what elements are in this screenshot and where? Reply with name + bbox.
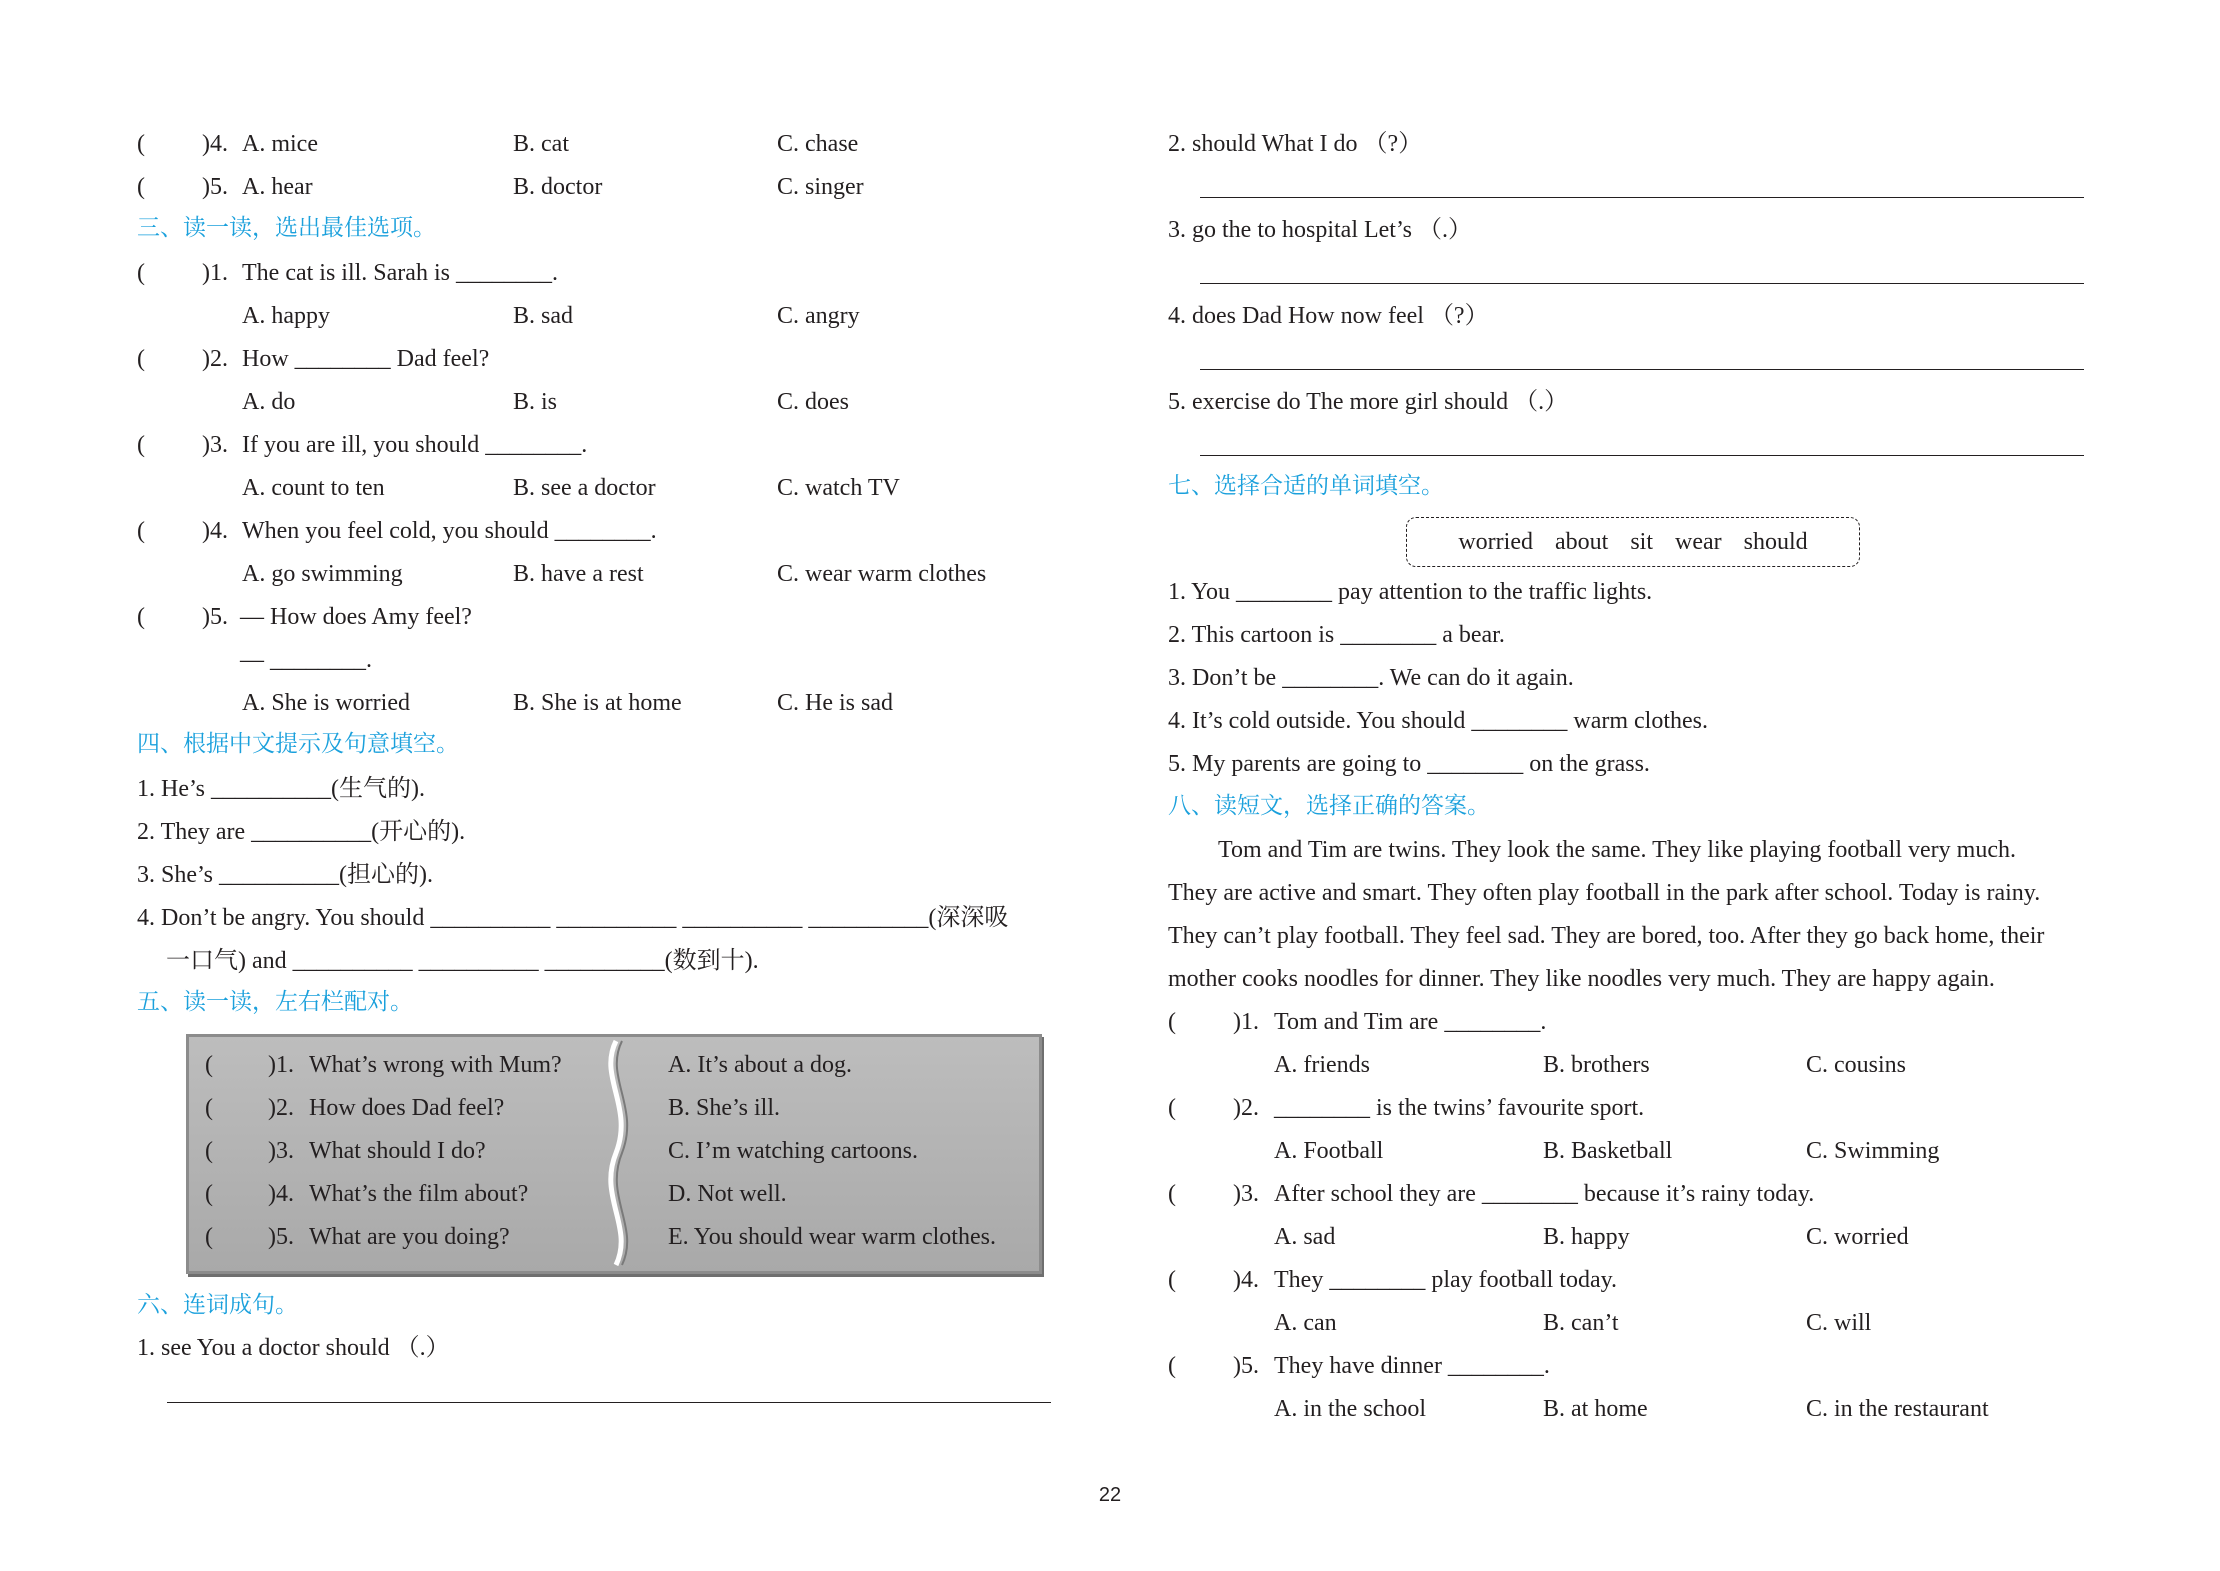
- section-5-title: 五、读一读，左右栏配对。: [137, 989, 413, 1015]
- match-question: How does Dad feel?: [309, 1095, 505, 1121]
- option-a: A. can: [1274, 1310, 1337, 1336]
- option-c: C. in the restaurant: [1806, 1396, 1989, 1422]
- fill-line: 5. My parents are going to ________ on the grass.: [1168, 751, 1650, 777]
- fill-line: 1. He’s __________(生气的).: [137, 776, 425, 802]
- page-number: 22: [1098, 1484, 1122, 1506]
- paren: (: [205, 1181, 213, 1207]
- answer-rule: [1200, 197, 2084, 198]
- word-order-question: 3. go the to hospital Let’s （.）: [1168, 217, 1472, 243]
- answer-rule: [1200, 283, 2084, 284]
- paren: (: [1168, 1009, 1176, 1035]
- paren: (: [205, 1224, 213, 1250]
- option-c: C. worried: [1806, 1224, 1909, 1250]
- option-a: A. mice: [242, 131, 318, 157]
- question-number: )2.: [268, 1095, 294, 1121]
- option-c: C. chase: [777, 131, 859, 157]
- option-c: C. does: [777, 389, 849, 415]
- option-b: B. is: [513, 389, 558, 415]
- option-a: A. count to ten: [242, 475, 385, 501]
- option-a: A. happy: [242, 303, 330, 329]
- question-number: )3.: [1233, 1181, 1259, 1207]
- answer-rule: [167, 1402, 1051, 1403]
- question-number: )5.: [1233, 1353, 1259, 1379]
- question-text: How ________ Dad feel?: [242, 346, 490, 372]
- paren: (: [1168, 1095, 1176, 1121]
- option-b: B. happy: [1543, 1224, 1630, 1250]
- paren: (: [1168, 1181, 1176, 1207]
- question-text: — How does Amy feel?: [240, 604, 472, 630]
- question-number: )3.: [268, 1138, 294, 1164]
- paren: (: [137, 174, 145, 200]
- answer-rule: [1200, 369, 2084, 370]
- passage-line: They can’t play football. They feel sad. They are bored, too. After they go back home, their: [1168, 923, 2045, 949]
- question-number: )2.: [202, 346, 228, 372]
- section-4-title: 四、根据中文提示及句意填空。: [137, 731, 459, 757]
- option-a: A. in the school: [1274, 1396, 1426, 1422]
- word-order-question: 5. exercise do The more girl should （.）: [1168, 389, 1569, 415]
- option-c: C. Swimming: [1806, 1138, 1940, 1164]
- question-text: They have dinner ________.: [1274, 1353, 1550, 1379]
- paren: (: [137, 346, 145, 372]
- word-order-question: 2. should What I do （?）: [1168, 131, 1423, 157]
- paren: (: [1168, 1267, 1176, 1293]
- word-bank-item: sit: [1630, 528, 1653, 555]
- match-answer: D. Not well.: [668, 1181, 787, 1207]
- option-c: C. wear warm clothes: [777, 561, 987, 587]
- match-question: What’s the film about?: [309, 1181, 529, 1207]
- option-c: C. watch TV: [777, 475, 900, 501]
- option-b: B. can’t: [1543, 1310, 1619, 1336]
- paren: (: [137, 260, 145, 286]
- divider-ornament: [592, 1037, 640, 1269]
- fill-line: 4. It’s cold outside. You should ________ warm clothes.: [1168, 708, 1708, 734]
- fill-line: 3. Don’t be ________. We can do it again.: [1168, 665, 1574, 691]
- word-bank-item: worried: [1458, 528, 1533, 555]
- word-bank-item: wear: [1675, 528, 1722, 555]
- option-a: A. hear: [242, 174, 313, 200]
- fill-line: 1. You ________ pay attention to the traffic lights.: [1168, 579, 1653, 605]
- fill-line: 3. She’s __________(担心的).: [137, 862, 433, 888]
- option-b: B. She is at home: [513, 690, 682, 716]
- match-answer: C. I’m watching cartoons.: [668, 1138, 918, 1164]
- question-text: After school they are ________ because it’s rainy today.: [1274, 1181, 1815, 1207]
- question-number: )4.: [202, 131, 228, 157]
- passage-line: They are active and smart. They often play football in the park after school. Today is rainy.: [1168, 880, 2041, 906]
- question-number: )1.: [202, 260, 228, 286]
- question-text: The cat is ill. Sarah is ________.: [242, 260, 558, 286]
- option-b: B. sad: [513, 303, 573, 329]
- option-a: A. Football: [1274, 1138, 1384, 1164]
- option-c: C. singer: [777, 174, 864, 200]
- option-c: C. will: [1806, 1310, 1872, 1336]
- match-answer: B. She’s ill.: [668, 1095, 781, 1121]
- question-number: )4.: [1233, 1267, 1259, 1293]
- option-c: C. He is sad: [777, 690, 893, 716]
- question-number: )3.: [202, 432, 228, 458]
- question-number: )5.: [202, 174, 228, 200]
- passage-line: Tom and Tim are twins. They look the same. They like playing football very much.: [1218, 837, 2016, 863]
- word-order-question: 4. does Dad How now feel （?）: [1168, 303, 1489, 329]
- question-text: When you feel cold, you should ________.: [242, 518, 657, 544]
- option-a: A. go swimming: [242, 561, 403, 587]
- section-3-title: 三、读一读，选出最佳选项。: [137, 215, 436, 241]
- section-7-title: 七、选择合适的单词填空。: [1168, 473, 1444, 499]
- option-b: B. doctor: [513, 174, 603, 200]
- answer-rule: [1200, 455, 2084, 456]
- fill-line: 一口气) and __________ __________ __________(数到十).: [166, 948, 759, 974]
- paren: (: [1168, 1353, 1176, 1379]
- question-number: )5.: [268, 1224, 294, 1250]
- question-number: )5.: [202, 604, 228, 630]
- paren: (: [137, 604, 145, 630]
- match-question: What’s wrong with Mum?: [309, 1052, 562, 1078]
- word-bank-item: about: [1554, 528, 1609, 555]
- match-question: What are you doing?: [309, 1224, 510, 1250]
- question-number: )1.: [1233, 1009, 1259, 1035]
- paren: (: [205, 1052, 213, 1078]
- option-c: C. cousins: [1806, 1052, 1907, 1078]
- section-8-title: 八、读短文，选择正确的答案。: [1168, 793, 1490, 819]
- passage-line: mother cooks noodles for dinner. They like noodles very much. They are happy again.: [1168, 966, 1995, 992]
- question-number: )4.: [268, 1181, 294, 1207]
- match-answer: E. You should wear warm clothes.: [668, 1224, 996, 1250]
- option-b: B. brothers: [1543, 1052, 1650, 1078]
- fill-line: 2. They are __________(开心的).: [137, 819, 466, 845]
- answer-line: — ________.: [240, 647, 372, 673]
- word-bank-item: should: [1743, 528, 1808, 555]
- section-6-title: 六、连词成句。: [137, 1292, 298, 1318]
- question-text: ________ is the twins’ favourite sport.: [1274, 1095, 1645, 1121]
- fill-line: 4. Don’t be angry. You should __________ __________ __________ __________(深深吸: [137, 905, 1009, 931]
- option-c: C. angry: [777, 303, 860, 329]
- question-number: )2.: [1233, 1095, 1259, 1121]
- paren: (: [137, 131, 145, 157]
- question-text: If you are ill, you should ________.: [242, 432, 588, 458]
- option-b: B. at home: [1543, 1396, 1648, 1422]
- question-number: )1.: [268, 1052, 294, 1078]
- fill-line: 2. This cartoon is ________ a bear.: [1168, 622, 1505, 648]
- option-a: A. friends: [1274, 1052, 1370, 1078]
- match-question: What should I do?: [309, 1138, 486, 1164]
- question-number: )4.: [202, 518, 228, 544]
- option-b: B. Basketball: [1543, 1138, 1673, 1164]
- question-text: They ________ play football today.: [1274, 1267, 1618, 1293]
- option-a: A. She is worried: [242, 690, 410, 716]
- word-order-question: 1. see You a doctor should （.）: [137, 1335, 450, 1361]
- paren: (: [205, 1095, 213, 1121]
- word-bank: [1406, 517, 1860, 567]
- paren: (: [137, 432, 145, 458]
- question-text: Tom and Tim are ________.: [1274, 1009, 1547, 1035]
- option-a: A. do: [242, 389, 296, 415]
- option-b: B. have a rest: [513, 561, 644, 587]
- option-b: B. see a doctor: [513, 475, 656, 501]
- option-b: B. cat: [513, 131, 569, 157]
- paren: (: [205, 1138, 213, 1164]
- match-answer: A. It’s about a dog.: [668, 1052, 852, 1078]
- paren: (: [137, 518, 145, 544]
- option-a: A. sad: [1274, 1224, 1336, 1250]
